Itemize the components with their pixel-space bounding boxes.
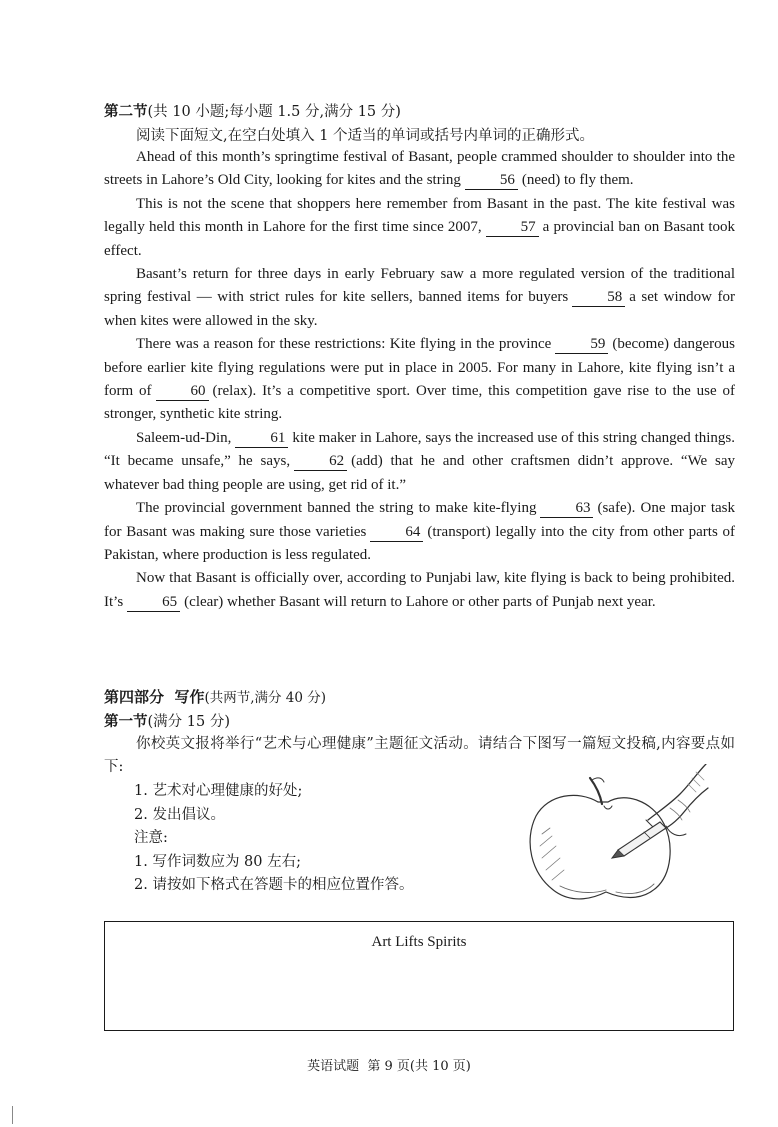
blank-64: 64 [370,524,423,542]
section2-title-rest: (共 10 小题;每小题 1.5 分,满分 15 分) [147,104,401,120]
blank-62: 62 [294,453,347,471]
part4-subtitle: (共两节,满分 40 分) [204,690,327,706]
point-2: 2. 发出倡议。 [134,806,225,823]
section1-title-rest: (满分 15 分) [147,714,230,730]
passage-paragraph-1 [104,146,735,193]
passage-text: The provincial government banned the string to make kite-flying [136,500,537,517]
passage-text: (relax). It’s a competitive sport. Over time, this competition gave rise to the use of stronger, synthetic kite string. [104,383,736,423]
passage-paragraph-6 [104,497,735,567]
blank-61: 61 [235,430,288,448]
writing-prompt: 你校英文报将举行“艺术与心理健康”主题征文活动。请结合下图写一篇短文投稿,内容要点如下: [104,736,735,775]
passage-text: (safe). One major task for Basant was making sure those varieties [104,500,736,540]
notes-label: 注意: [134,830,168,846]
passage-text: kite maker in Lahore, says the increased use of this string changed things. “It became unsafe,” he says, [104,429,735,470]
blank-60: 60 [156,383,209,401]
passage-text: (need) to fly them. [521,172,634,189]
passage-paragraph-2 [104,193,735,263]
blank-65: 65 [127,594,180,612]
answer-box [104,921,734,1031]
section1-title-bold: 第一节 [104,713,148,730]
point-1: 1. 艺术对心理健康的好处; [134,783,303,799]
page-footer: 英语试题 第 9 页(共 10 页) [307,1059,471,1074]
section1-title [104,710,230,731]
passage-text: (add) that he and other craftsmen didn’t approve. “We say whatever bad thing people are using, get rid of it.” [104,453,735,493]
passage-text: Basant’s return for three days in early February saw a more regulated version of the traditional spring festival — with strict rules for kite sellers, banned items for buyers [104,266,735,306]
passage-text: This is not the scene that shoppers here remember from Basant in the past. The kite festival was legally held this month in Lahore for the first time since 2007, [104,195,735,236]
passage-text: (transport) legally into the city from other parts of Pakistan, where production is less regulated. [104,523,735,563]
blank-58: 58 [572,289,625,307]
part4-title [104,686,326,707]
part4-title-main: 第四部分 写作 [104,688,205,706]
passage-text: (clear) whether Basant will return to Lahore or other parts of Punjab next year. [184,593,656,610]
section2-title-bold: 第二节 [104,103,148,120]
answer-box-title: Art Lifts Spirits [371,934,467,950]
passage-text: Now that Basant is officially over, according to Punjabi law, kite flying is back to being prohibited. It’s [104,570,735,610]
passage-text: a provincial ban on Basant took effect. [104,219,736,259]
blank-63: 63 [540,500,593,518]
passage-text: There was a reason for these restrictions: Kite flying in the province [136,336,552,353]
blank-57: 57 [486,219,539,237]
passage-paragraph-5 [104,427,735,497]
passage-paragraph-7 [104,567,735,614]
note-1: 1. 写作词数应为 80 左右; [134,853,301,870]
section2-instruction: 阅读下面短文,在空白处填入 1 个适当的单词或括号内单词的正确形式。 [136,128,595,144]
blank-56: 56 [465,172,518,190]
passage-paragraph-4 [104,333,735,427]
margin-mark [12,1106,13,1124]
passage-text: Ahead of this month’s springtime festival of Basant, people crammed shoulder to shoulder into the streets in Lahore’s Old City, looking for kites and the string [104,149,735,189]
requirements-list [134,780,413,898]
passage-text: (become) dangerous before earlier kite flying regulations were put in place in 2005. For many in Lahore, kite flying isn’t a form of [104,336,735,400]
passage-paragraph-3 [104,263,735,333]
cloze-passage [104,146,735,614]
passage-text: Saleem-ud-Din, [136,429,232,446]
section2-title [104,100,401,121]
note-2: 2. 请按如下格式在答题卡的相应位置作答。 [134,877,414,893]
sketch-apple-hand-pencil-icon [520,764,710,910]
blank-59: 59 [555,336,608,354]
passage-text: a set window for when kites were allowed in the sky. [104,289,735,329]
